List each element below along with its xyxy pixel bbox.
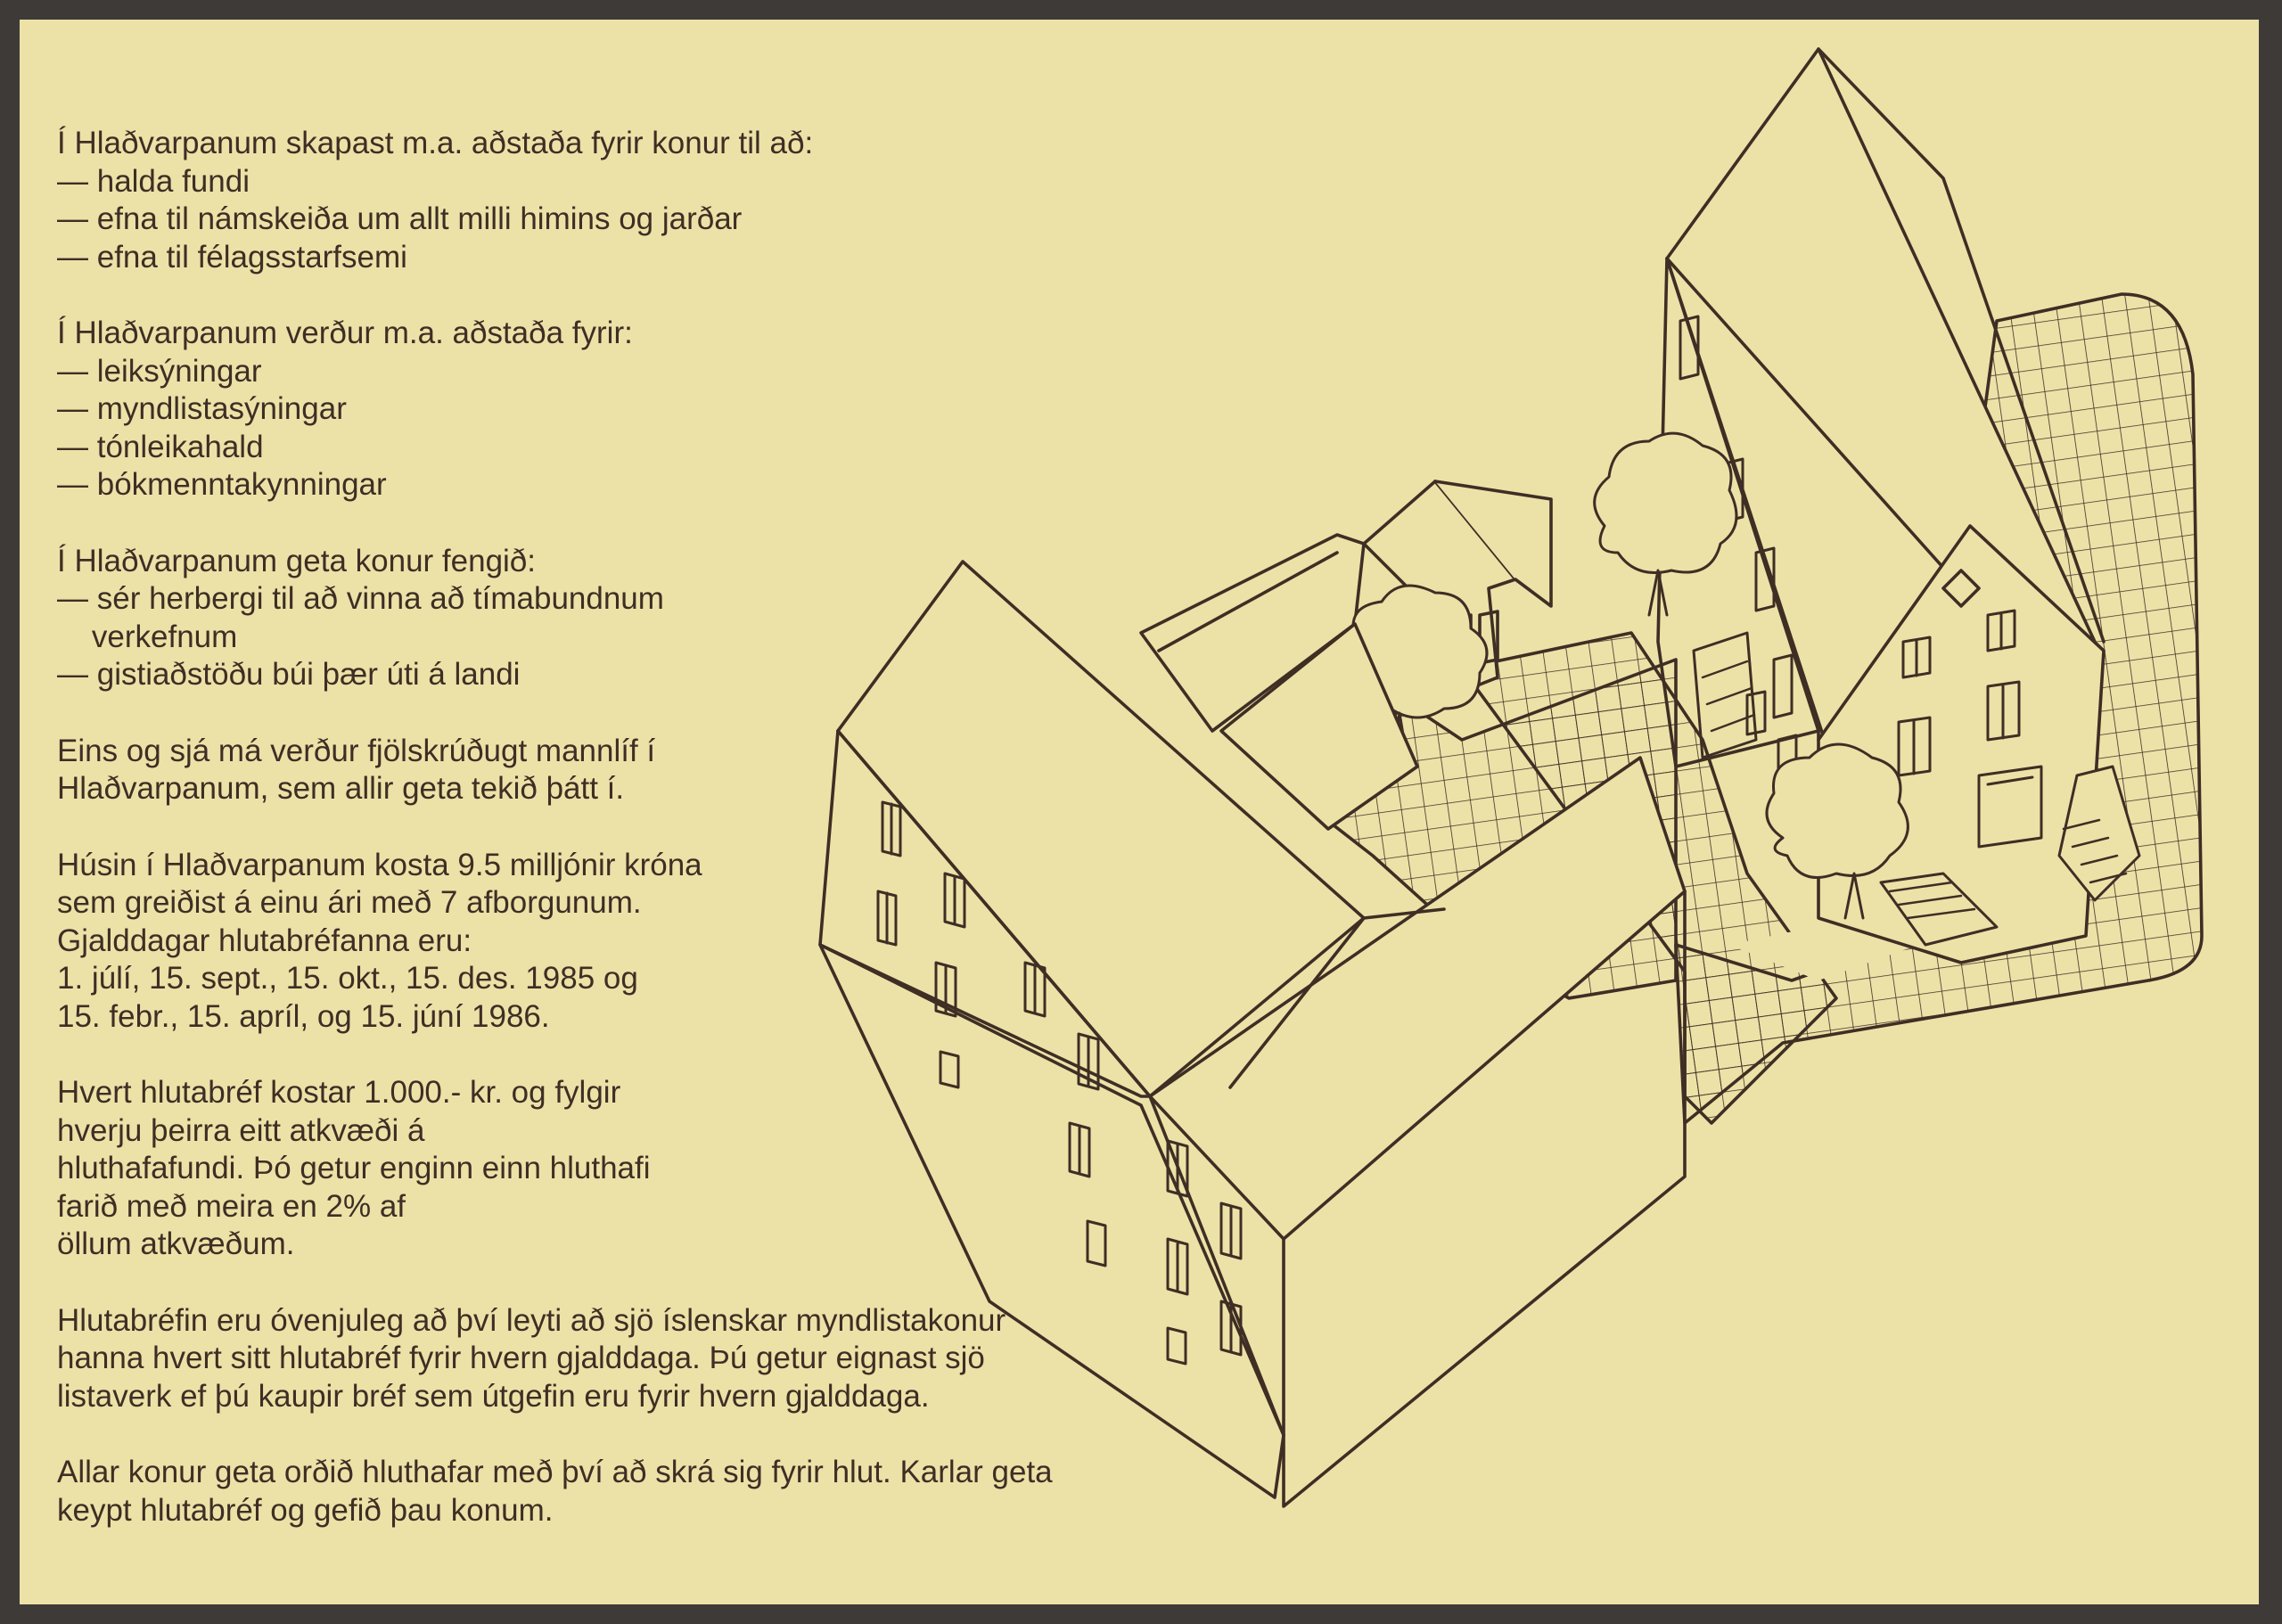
text-line: keypt hlutabréf og gefið þau konum. — [57, 1492, 554, 1528]
document-page — [20, 20, 2259, 1604]
text-line: Hvert hlutabréf kostar 1.000.- kr. og fylgir — [57, 1075, 621, 1110]
text-line: — bókmenntakynningar — [57, 467, 387, 502]
text-line: 15. febr., 15. apríl, og 15. júní 1986. — [57, 998, 550, 1034]
text-line: Allar konur geta orðið hluthafar með því að skrá sig fyrir hlut. Karlar geta — [57, 1455, 1053, 1489]
text-line: Í Hlaðvarpanum verður m.a. aðstaða fyrir: — [57, 316, 633, 350]
text-line: hverju þeirra eitt atkvæði á — [57, 1112, 425, 1148]
text-line: Húsin í Hlaðvarpanum kosta 9.5 milljónir króna — [57, 847, 702, 882]
text-line: — tónleikahald — [57, 429, 264, 464]
text-line: — myndlistasýningar — [57, 391, 347, 426]
text-line: öllum atkvæðum. — [57, 1226, 295, 1261]
text-line: — efna til námskeiða um allt milli himins og jarðar — [57, 201, 743, 236]
text-line: hanna hvert sitt hlutabréf fyrir hvern gjalddaga. Þú getur eignast sjö — [57, 1341, 985, 1375]
text-line: — efna til félagsstarfsemi — [57, 239, 407, 275]
text-line: 1. júlí, 15. sept., 15. okt., 15. des. 1985 og — [57, 961, 638, 996]
text-line: verkefnum — [57, 619, 238, 654]
text-line: Gjalddagar hlutabréfanna eru: — [57, 923, 472, 958]
text-line: Í Hlaðvarpanum geta konur fengið: — [57, 543, 536, 578]
building-illustration-icon — [20, 20, 2259, 1604]
text-line: Hlutabréfin eru óvenjuleg að því leyti að sjö íslenskar myndlistakonur — [57, 1302, 1006, 1338]
text-line: — halda fundi — [57, 163, 250, 199]
text-line: sem greiðist á einu ári með 7 afborgunum. — [57, 885, 642, 920]
text-line: hluthafafundi. Þó getur enginn einn hluthafi — [57, 1151, 651, 1185]
text-line: Í Hlaðvarpanum skapast m.a. aðstaða fyrir konur til að: — [57, 126, 814, 160]
text-line: farið með meira en 2% af — [57, 1188, 406, 1224]
text-line: — leiksýningar — [57, 353, 262, 389]
text-line: listaverk ef þú kaupir bréf sem útgefin eru fyrir hvern gjalddaga. — [57, 1378, 930, 1414]
text-line: — gistiaðstöðu búi þær úti á landi — [57, 657, 521, 692]
text-line: Hlaðvarpanum, sem allir geta tekið þátt í. — [57, 771, 625, 806]
text-line: Eins og sjá má verður fjölskrúðugt mannlíf í — [57, 733, 656, 768]
text-line: — sér herbergi til að vinna að tímabundnum — [57, 581, 664, 616]
